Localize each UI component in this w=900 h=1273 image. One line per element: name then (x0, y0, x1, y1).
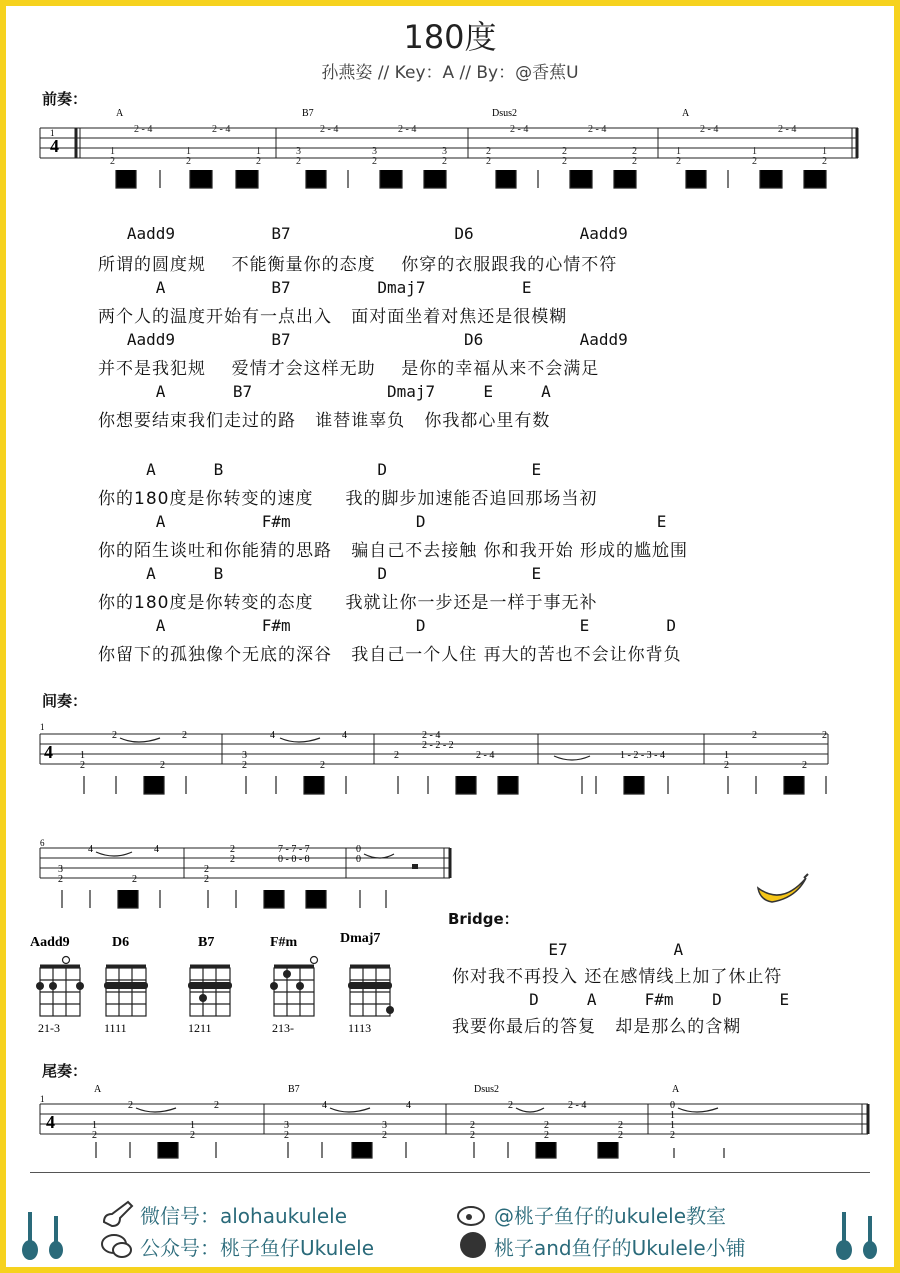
svg-text:2: 2 (230, 844, 235, 855)
svg-text:2: 2 (284, 1130, 289, 1141)
svg-text:2: 2 (562, 156, 567, 167)
svg-text:2: 2 (544, 1120, 549, 1131)
chord-diagrams (28, 926, 448, 1036)
svg-text:2: 2 (128, 1100, 133, 1111)
svg-text:1: 1 (822, 146, 827, 157)
svg-text:4: 4 (270, 730, 275, 741)
interlude-tab-2 (36, 838, 466, 918)
svg-text:2: 2 (676, 156, 681, 167)
taobao-icon (458, 1230, 490, 1260)
svg-text:2: 2 (204, 874, 209, 885)
svg-text:6: 6 (40, 838, 45, 848)
svg-text:2: 2 (508, 1100, 513, 1111)
svg-text:1: 1 (40, 722, 45, 732)
chord-line: Aadd9 B7 D6 Aadd9 (98, 224, 628, 243)
svg-text:2: 2 (802, 760, 807, 771)
svg-text:1: 1 (670, 1120, 675, 1131)
chord-fingers-dmaj7: 1113 (348, 1021, 372, 1035)
svg-text:2: 2 (204, 864, 209, 875)
chord-line: E7 A (452, 940, 684, 959)
svg-text:3: 3 (296, 146, 301, 157)
svg-text:2: 2 (562, 146, 567, 157)
svg-text:0: 0 (670, 1100, 675, 1111)
lyric-line: 你的陌生谈吐和你能猜的思路 骗自己不去接触 你和我开始 形成的尴尬围 (98, 541, 689, 561)
chord-name-dmaj7: Dmaj7 (340, 931, 381, 946)
svg-text:1: 1 (186, 146, 191, 157)
svg-text:2: 2 (486, 156, 491, 167)
svg-text:2: 2 (618, 1120, 623, 1131)
svg-text:4: 4 (44, 742, 53, 762)
svg-text:0 - 0 - 0: 0 - 0 - 0 (278, 854, 310, 865)
svg-text:1: 1 (190, 1120, 195, 1131)
svg-text:2 - 4: 2 - 4 (422, 730, 441, 741)
chord-name-d6: D6 (112, 935, 130, 950)
svg-text:1: 1 (50, 128, 55, 138)
outro-label: 尾奏： (42, 1062, 88, 1080)
svg-text:2: 2 (182, 730, 187, 741)
intro-chord-2: B7 (302, 108, 314, 119)
svg-text:2: 2 (256, 156, 261, 167)
svg-text:2: 2 (110, 156, 115, 167)
intro-label: 前奏： (42, 90, 88, 108)
chord-name-b7: B7 (198, 935, 215, 950)
svg-text:2: 2 (752, 156, 757, 167)
svg-text:2: 2 (372, 156, 377, 167)
lyric-line: 你对我不再投入 还在感情线上加了休止符 (452, 967, 783, 987)
shop-name: 桃子and鱼仔的Ukulele小铺 (494, 1236, 746, 1260)
chord-fingers-aadd9: 21-3 (38, 1021, 60, 1035)
svg-text:0: 0 (356, 844, 361, 855)
svg-text:2: 2 (214, 1100, 219, 1111)
outro-chord-1: A (94, 1084, 102, 1095)
svg-text:1: 1 (752, 146, 757, 157)
svg-text:2: 2 (112, 730, 117, 741)
svg-text:2 - 4: 2 - 4 (212, 124, 231, 135)
intro-chord-1: A (116, 108, 124, 119)
weibo-account: @桃子鱼仔的ukulele教室 (494, 1204, 727, 1228)
lyric-line: 我要你最后的答复 却是那么的含糊 (452, 1017, 742, 1037)
svg-text:2 - 4: 2 - 4 (700, 124, 719, 135)
svg-text:3: 3 (372, 146, 377, 157)
svg-text:1: 1 (80, 750, 85, 761)
svg-text:3: 3 (442, 146, 447, 157)
footer (0, 1190, 900, 1260)
svg-text:3: 3 (242, 750, 247, 761)
chord-fingers-d6: 1111 (104, 1021, 127, 1035)
svg-text:2 - 4: 2 - 4 (476, 750, 495, 761)
svg-text:2: 2 (822, 730, 827, 741)
intro-chord-3: Dsus2 (492, 108, 518, 119)
svg-text:2: 2 (486, 146, 491, 157)
chord-line: Aadd9 B7 D6 Aadd9 (98, 330, 628, 349)
svg-text:2: 2 (186, 156, 191, 167)
ukulele-icon-right (832, 1206, 892, 1266)
svg-text:2: 2 (382, 1130, 387, 1141)
svg-text:2 - 4: 2 - 4 (320, 124, 339, 135)
svg-text:2: 2 (632, 156, 637, 167)
svg-text:4: 4 (88, 844, 93, 855)
weibo-icon (456, 1198, 490, 1228)
svg-text:2: 2 (320, 760, 325, 771)
svg-text:2: 2 (442, 156, 447, 167)
chord-fingers-b7: 1211 (188, 1021, 212, 1035)
svg-text:2 - 2 - 2: 2 - 2 - 2 (422, 740, 454, 751)
lyric-line: 两个人的温度开始有一点出入 面对面坐着对焦还是很模糊 (98, 307, 568, 327)
svg-text:0: 0 (356, 854, 361, 865)
svg-text:1: 1 (110, 146, 115, 157)
song-subtitle: 孙燕姿 // Key：A // By：@香蕉U (321, 63, 579, 83)
svg-text:2: 2 (132, 874, 137, 885)
svg-text:2 - 4: 2 - 4 (510, 124, 529, 135)
intro-chord-4: A (682, 108, 690, 119)
wechat-id: 微信号：alohaukulele (140, 1204, 348, 1228)
svg-text:2: 2 (58, 874, 63, 885)
svg-text:2: 2 (296, 156, 301, 167)
chord-line: A B D E (98, 460, 542, 479)
chord-name-aadd9: Aadd9 (30, 935, 70, 950)
song-title: 180度 (403, 18, 497, 56)
svg-text:2: 2 (632, 146, 637, 157)
svg-text:4: 4 (342, 730, 347, 741)
chord-line: A B7 Dmaj7 E (98, 278, 532, 297)
footer-divider (30, 1172, 870, 1173)
interlude-tab-1 (36, 718, 866, 808)
lyric-line: 你想要结束我们走过的路 谁替谁辜负 你我都心里有数 (98, 411, 551, 431)
svg-text:2 - 4: 2 - 4 (568, 1100, 587, 1111)
lyric-line: 并不是我犯规 爱情才会这样无助 是你的幸福从来不会满足 (98, 359, 600, 379)
svg-text:3: 3 (382, 1120, 387, 1131)
svg-text:1: 1 (256, 146, 261, 157)
svg-text:2: 2 (242, 760, 247, 771)
guitar-icon (100, 1198, 136, 1228)
lyric-line: 所谓的圆度规 不能衡量你的态度 你穿的衣服跟我的心情不符 (98, 255, 618, 275)
chord-line: A B D E (98, 564, 542, 583)
chord-line: D A F#m D E (452, 990, 790, 1009)
chord-fingers-fsharpm: 213- (272, 1021, 294, 1035)
svg-text:2: 2 (544, 1130, 549, 1141)
svg-text:1: 1 (670, 1110, 675, 1121)
intro-tab (36, 104, 866, 194)
public-account: 公众号：桃子鱼仔Ukulele (140, 1236, 375, 1260)
svg-text:2: 2 (470, 1120, 475, 1131)
svg-text:2 - 4: 2 - 4 (134, 124, 153, 135)
svg-text:3: 3 (284, 1120, 289, 1131)
svg-text:1: 1 (40, 1094, 45, 1104)
svg-text:4: 4 (50, 136, 59, 156)
svg-text:2: 2 (618, 1130, 623, 1141)
lyric-line: 你的180度是你转变的速度 我的脚步加速能否追回那场当初 (98, 489, 598, 509)
svg-text:4: 4 (322, 1100, 327, 1111)
chord-line: A B7 Dmaj7 E A (98, 382, 551, 401)
outro-chord-3: Dsus2 (474, 1084, 500, 1095)
chord-name-fsharpm: F#m (270, 935, 298, 950)
lyric-line: 你留下的孤独像个无底的深谷 我自己一个人住 再大的苦也不会让你背负 (98, 645, 682, 665)
bridge-label: Bridge： (448, 910, 519, 928)
banana-icon (752, 872, 812, 912)
svg-text:2: 2 (822, 156, 827, 167)
outro-chord-4: A (672, 1084, 680, 1095)
chord-line: A F#m D E D (98, 616, 676, 635)
svg-text:4: 4 (406, 1100, 411, 1111)
svg-text:2: 2 (160, 760, 165, 771)
svg-text:2 - 4: 2 - 4 (778, 124, 797, 135)
svg-text:4: 4 (46, 1112, 55, 1132)
svg-text:2: 2 (470, 1130, 475, 1141)
svg-text:1: 1 (676, 146, 681, 157)
svg-text:2: 2 (190, 1130, 195, 1141)
outro-chord-2: B7 (288, 1084, 300, 1095)
svg-text:2 - 4: 2 - 4 (588, 124, 607, 135)
svg-text:2: 2 (394, 750, 399, 761)
svg-text:2: 2 (752, 730, 757, 741)
svg-text:1: 1 (92, 1120, 97, 1131)
svg-text:2: 2 (230, 854, 235, 865)
chord-line: A F#m D E (98, 512, 667, 531)
svg-text:2 - 4: 2 - 4 (398, 124, 417, 135)
svg-text:1: 1 (724, 750, 729, 761)
ukulele-icon-left (18, 1206, 78, 1266)
svg-text:3: 3 (58, 864, 63, 875)
svg-text:1 - 2 - 3 - 4: 1 - 2 - 3 - 4 (620, 750, 665, 761)
chat-icon (100, 1230, 134, 1260)
interlude-label: 间奏： (42, 692, 88, 710)
outro-tab (36, 1080, 876, 1160)
svg-text:7 - 7 - 7: 7 - 7 - 7 (278, 844, 310, 855)
svg-text:2: 2 (80, 760, 85, 771)
svg-text:4: 4 (154, 844, 159, 855)
lyric-line: 你的180度是你转变的态度 我就让你一步还是一样于事无补 (98, 593, 598, 613)
svg-text:2: 2 (724, 760, 729, 771)
svg-text:2: 2 (670, 1130, 675, 1141)
svg-text:2: 2 (92, 1130, 97, 1141)
